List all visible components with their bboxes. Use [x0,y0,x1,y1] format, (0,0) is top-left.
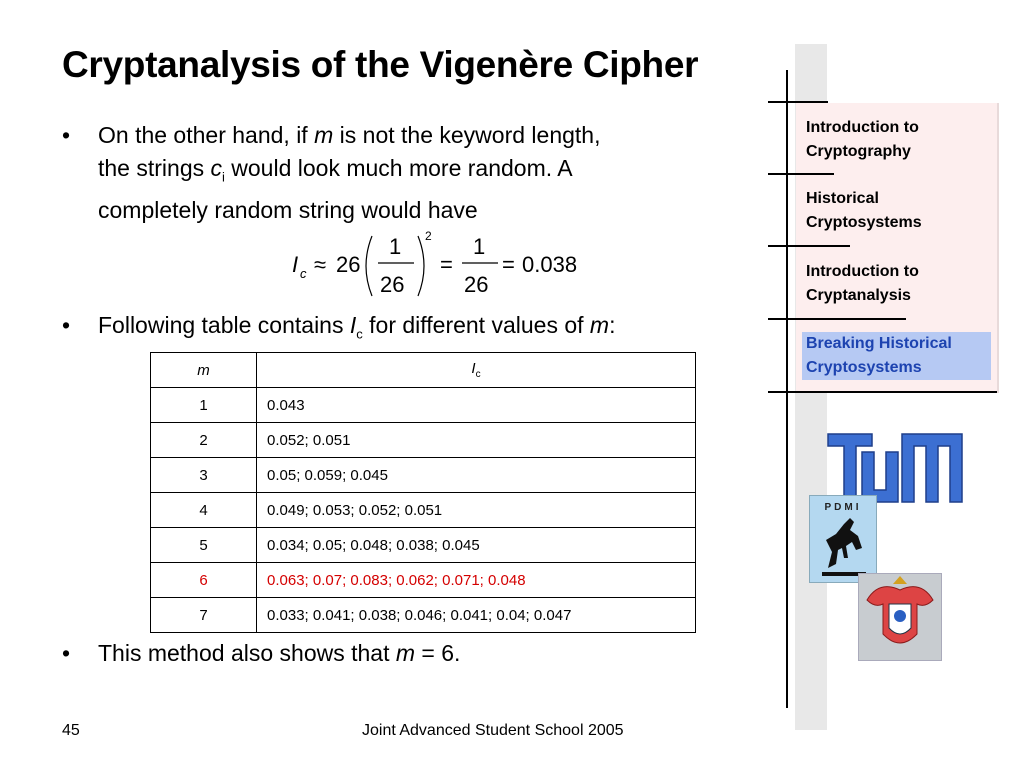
table-row [151,458,696,493]
formula-num2: 1 [473,234,486,259]
cell-ic: 0.034; 0.05; 0.048; 0.038; 0.045 [257,528,696,563]
nav-item-line: Historical [806,190,879,207]
nav-item-line: Cryptosystems [806,214,922,231]
slide-title: Cryptanalysis of the Vigenère Cipher [62,44,699,85]
bullet-3 [62,637,461,670]
text: = 6. [415,640,461,666]
formula-exp: 2 [425,230,432,243]
math-var: m [589,312,610,338]
formula-num: 1 [389,234,402,259]
text: the strings [98,155,211,181]
text: On the other hand, if [98,122,315,148]
formula-coef: 26 [336,252,361,277]
bullet-2 [62,309,616,351]
bullet-line [98,119,600,152]
math-var: m [314,122,334,148]
sidebar-rule-5 [768,391,997,393]
page-number: 45 [62,722,80,739]
bullet-dot: • [62,312,71,338]
nav-item-line: Introduction to [806,119,919,136]
cell-ic: 0.049; 0.053; 0.052; 0.051 [257,493,696,528]
header-ic-text: I [471,360,476,377]
bullet-line [98,309,615,351]
math-sub: i [222,169,225,185]
formula-I: I [292,252,299,277]
bullet-dot: • [62,122,71,148]
cell-ic: 0.05; 0.059; 0.045 [257,458,696,493]
sidebar-rule-2 [768,173,834,175]
bullet-line [98,152,600,194]
nav-item-line: Cryptosystems [806,359,922,376]
header-m-text: m [197,361,210,379]
table-header-row [151,353,696,388]
nav-item-line: Breaking Historical [806,335,952,352]
table-row [151,388,696,423]
cell-m: 2 [151,423,257,458]
header-ic-sub: c [475,369,481,380]
sidebar-vertical-line [786,70,788,708]
nav-item-line: Cryptanalysis [806,287,911,304]
right-paren [418,236,424,296]
cell-ic: 0.063; 0.07; 0.083; 0.062; 0.071; 0.048 [257,563,696,598]
bullet-line: completely random string would have [98,196,478,223]
nav-item-intro-cryptography[interactable] [806,116,919,164]
nav-item-historical-cryptosystems[interactable] [806,187,922,235]
cell-m: 5 [151,528,257,563]
pdmi-logo [809,495,877,583]
crest-graphic [859,574,941,660]
text: for different values of [362,312,590,338]
cell-ic: 0.052; 0.051 [257,423,696,458]
formula-den: 26 [380,272,405,297]
ic-table [150,352,696,633]
table-row [151,528,696,563]
cell-m: 1 [151,388,257,423]
bullet-dot: • [62,640,71,666]
header-m [151,353,257,388]
sidebar-rule-1 [768,101,828,103]
text: : [609,312,616,338]
nav-item-line: Introduction to [806,263,919,280]
cell-m: 4 [151,493,257,528]
nav-item-intro-cryptanalysis[interactable] [806,260,919,308]
formula-result: 0.038 [522,252,578,277]
formula-eq2: = [502,252,515,277]
left-paren [366,236,372,296]
table-row [151,598,696,633]
nav-item-breaking-historical[interactable] [802,332,991,380]
formula-eq: = [440,252,453,277]
ic-formula [290,230,600,302]
math-var: m [395,640,416,666]
formula-den2: 26 [464,272,489,297]
nav-item-line: Cryptography [806,143,911,160]
table-row [151,493,696,528]
text: is not the keyword length, [333,122,601,148]
footer-text: Joint Advanced Student School 2005 [362,722,624,739]
pdmi-label: PDMI [824,502,862,513]
coat-of-arms-icon [858,573,942,661]
sidebar-rule-3 [768,245,850,247]
table-row-highlighted [151,563,696,598]
bullet-line [98,637,460,670]
sidebar-rule-4 [768,318,906,320]
tum-logo [826,432,964,504]
math-var: c [210,155,222,181]
math-var: I [349,312,357,338]
cell-m: 7 [151,598,257,633]
text: would look much more random. A [224,155,573,181]
table-row [151,423,696,458]
cell-m: 3 [151,458,257,493]
bullet-1 [62,119,601,227]
text: Following table contains [98,312,350,338]
cell-m: 6 [151,563,257,598]
text: This method also shows that [98,640,396,666]
cell-ic: 0.043 [257,388,696,423]
math-sub: c [356,326,363,342]
cell-ic: 0.033; 0.041; 0.038; 0.046; 0.041; 0.04; 0.047 [257,598,696,633]
formula-approx: ≈ [314,252,327,277]
formula-sub: c [300,266,307,281]
horse-statue-icon [810,496,876,582]
header-ic [257,353,696,388]
